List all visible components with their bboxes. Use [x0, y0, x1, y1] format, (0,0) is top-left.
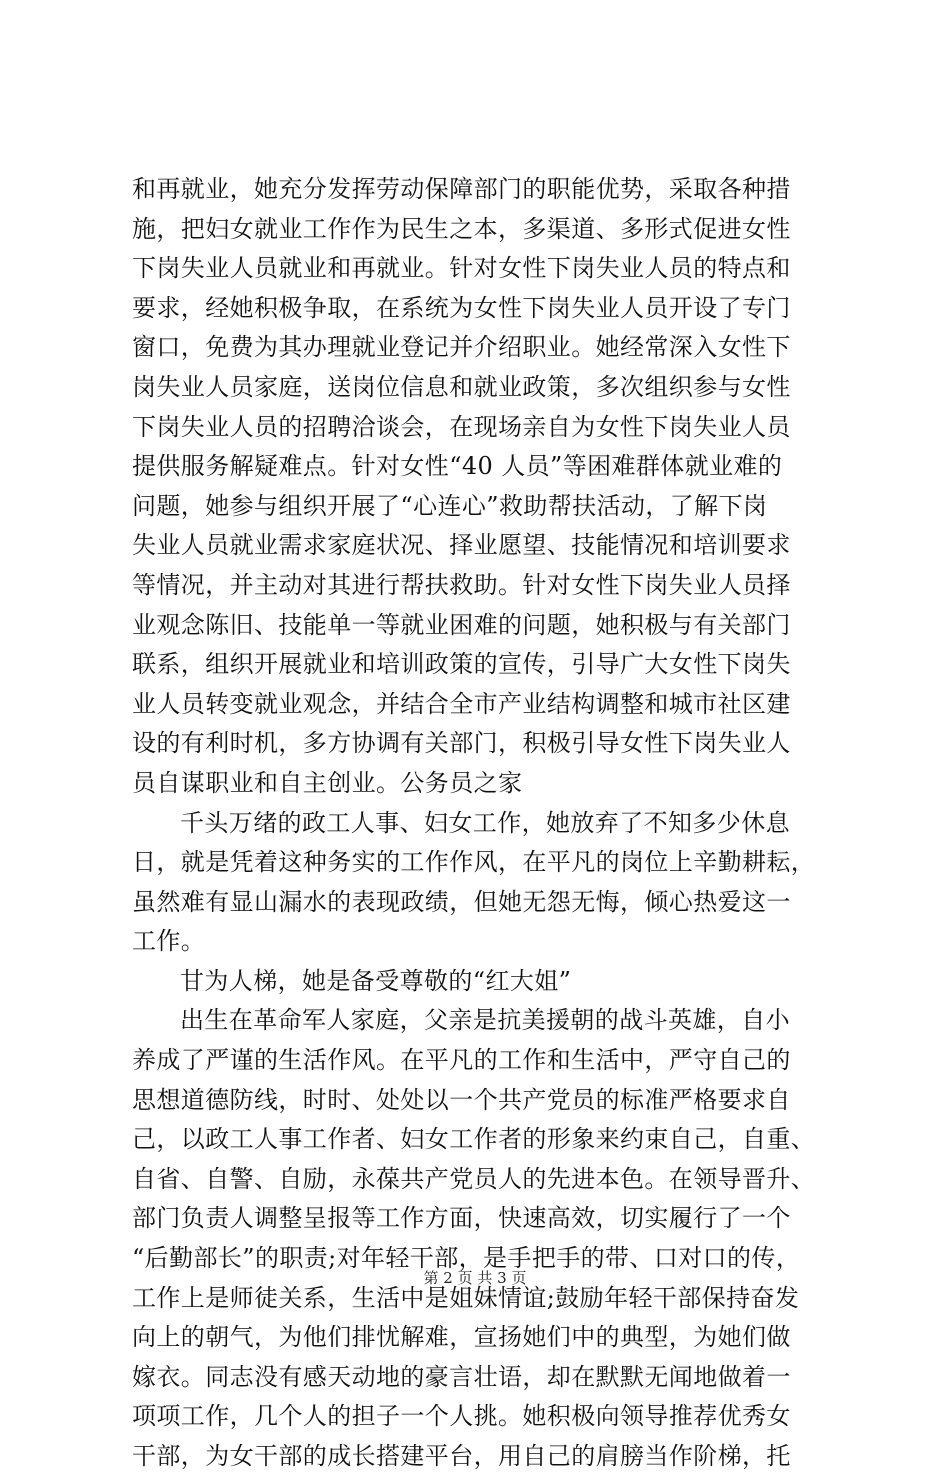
text-line: 自省、自警、自励，永葆共产党员人的先进本色。在领导晋升、	[132, 1164, 816, 1193]
text-line: 甘为人梯，她是备受尊敬的“红大姐”	[180, 966, 572, 995]
text-line: 己，以政工人事工作者、妇女工作者的形象来约束自己，自重、	[132, 1125, 816, 1154]
text-line: 员自谋职业和自主创业。公务员之家	[132, 768, 523, 797]
text-line: 嫁衣。同志没有感天动地的豪言壮语，却在默默无闻地做着一	[132, 1362, 791, 1391]
text-line: 问题，她参与组织开展了“心连心”救助帮扶活动，了解下岗	[132, 491, 768, 520]
text-line: 设的有利时机，多方协调有关部门，积极引导女性下岗失业人	[132, 729, 791, 758]
text-line: 项项工作，几个人的担子一个人挑。她积极向领导推荐优秀女	[132, 1402, 791, 1431]
text-line: 工作上是师徒关系，生活中是姐妹情谊;鼓励年轻干部保持奋发	[132, 1283, 800, 1312]
text-line: 下岗失业人员的招聘洽谈会，在现场亲自为女性下岗失业人员	[132, 412, 791, 441]
text-line: 干部，为女干部的成长搭建平台，用自己的肩膀当作阶梯，托	[132, 1442, 791, 1470]
text-line: 要求，经她积极争取，在系统为女性下岗失业人员开设了专门	[132, 293, 791, 322]
text-line: 等情况，并主动对其进行帮扶救助。针对女性下岗失业人员择	[132, 570, 791, 599]
text-line: 施，把妇女就业工作作为民生之本，多渠道、多形式促进女性	[132, 214, 791, 243]
text-line: 和再就业，她充分发挥劳动保障部门的职能优势，采取各种措	[132, 175, 791, 203]
text-line: 向上的朝气，为他们排忧解难，宣扬她们中的典型，为她们做	[132, 1323, 791, 1352]
text-line: 千头万绪的政工人事、妇女工作，她放弃了不知多少休息	[180, 808, 790, 837]
text-line: 提供服务解疑难点。针对女性“40 人员”等困难群体就业难的	[132, 452, 783, 481]
text-line: 联系，组织开展就业和培训政策的宣传，引导广大女性下岗失	[132, 650, 791, 679]
text-line: 部门负责人调整呈报等工作方面，快速高效，切实履行了一个	[132, 1204, 791, 1233]
text-line: 日，就是凭着这种务实的工作作风，在平凡的岗位上辛勤耕耘，	[132, 848, 816, 877]
text-line: 思想道德防线，时时、处处以一个共产党员的标准严格要求自	[132, 1085, 791, 1114]
text-line: 岗失业人员家庭，送岗位信息和就业政策，多次组织参与女性	[132, 372, 791, 401]
text-line: 养成了严谨的生活作风。在平凡的工作和生活中，严守自己的	[132, 1046, 791, 1075]
text-line: 业观念陈旧、技能单一等就业困难的问题，她积极与有关部门	[132, 610, 791, 639]
text-line: 虽然难有显山漏水的表现政绩，但她无怨无悔，倾心热爱这一	[132, 887, 791, 916]
text-line: 下岗失业人员就业和再就业。针对女性下岗失业人员的特点和	[132, 254, 791, 283]
text-line: 业人员转变就业观念，并结合全市产业结构调整和城市社区建	[132, 689, 791, 718]
text-line: “后勤部长”的职责;对年轻干部，是手把手的带、口对口的传，	[132, 1244, 801, 1273]
page-footer: 第 2 页 共 3 页	[423, 1269, 527, 1287]
text-line: 工作。	[132, 927, 206, 956]
text-line: 失业人员就业需求家庭状况、择业愿望、技能情况和培训要求	[132, 531, 791, 560]
text-line: 出生在革命军人家庭，父亲是抗美援朝的战斗英雄，自小	[180, 1006, 790, 1035]
text-line: 窗口，免费为其办理就业登记并介绍职业。她经常深入女性下	[132, 333, 791, 362]
